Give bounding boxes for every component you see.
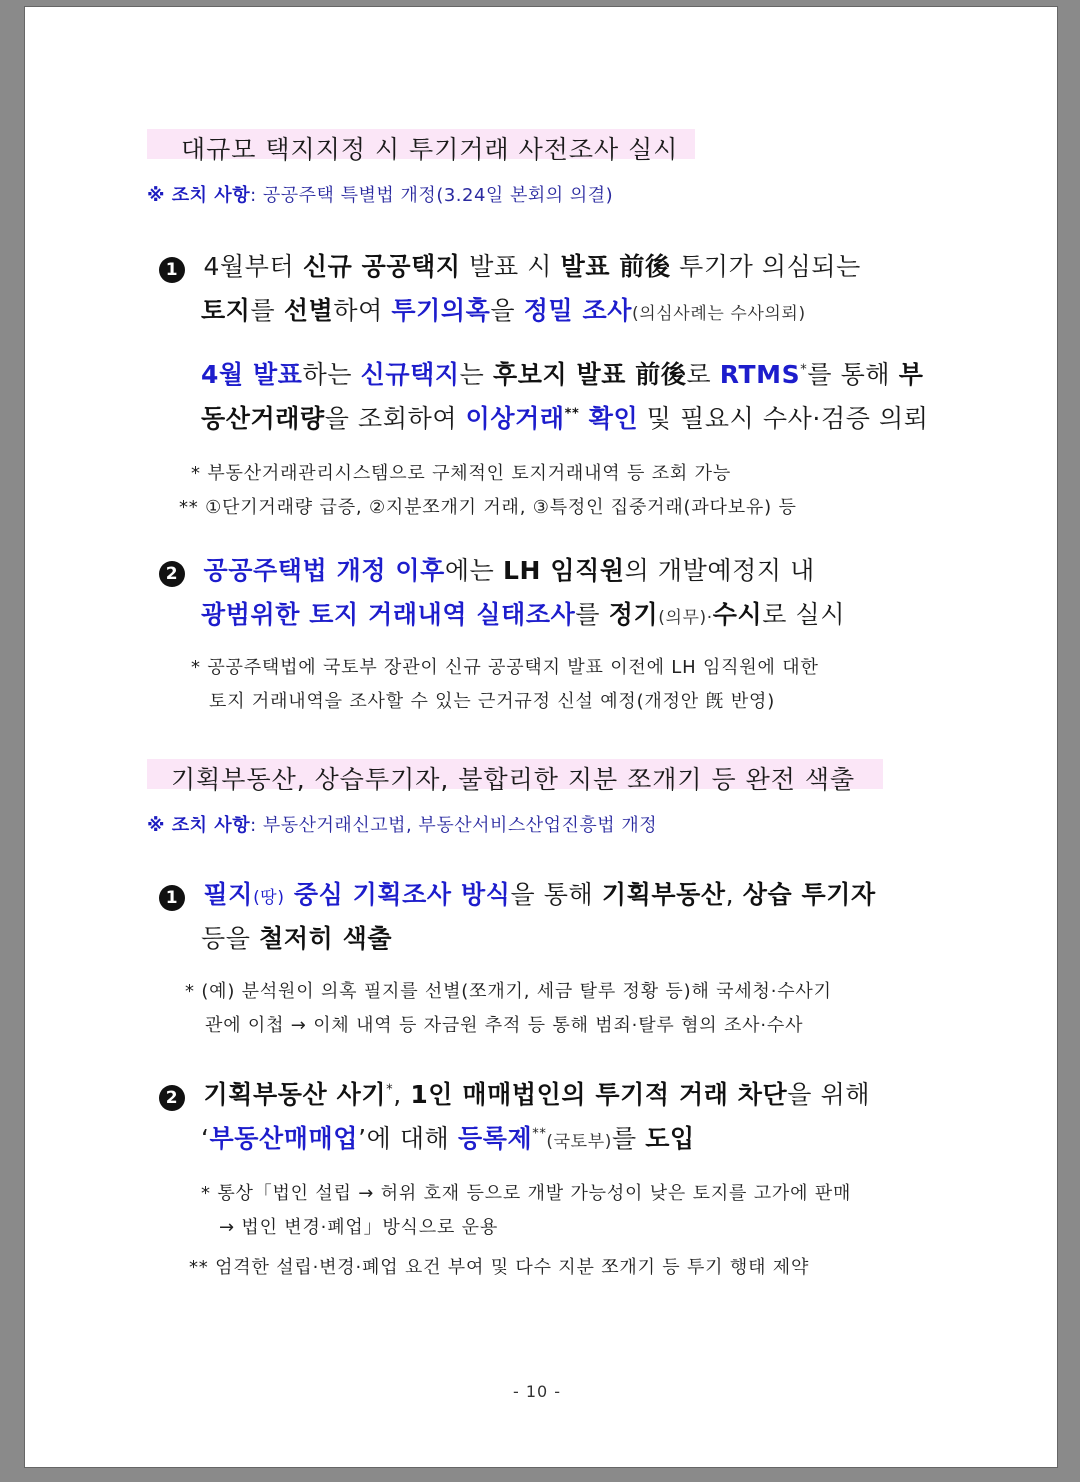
- section1-footnote-3: * 공공주택법에 국토부 장관이 신규 공공택지 발표 이전에 LH 임직원에 대한: [191, 657, 819, 678]
- section2-item2-line2: ‘부동산매매업’에 대해 등록제**(국토부)를 도입: [201, 1124, 695, 1153]
- note-text: : 공공주택 특별법 개정(3.24일 본회의 의결): [250, 185, 614, 206]
- section1-item2-line2: 광범위한 토지 거래내역 실태조사를 정기(의무)·수시로 실시: [201, 600, 846, 629]
- section2-item1-line2: 등을 철저히 색출: [201, 924, 393, 953]
- section2-item1-line1: 1 필지(땅) 중심 기획조사 방식을 통해 기획부동산, 상습 투기자: [159, 875, 876, 911]
- note-text: : 부동산거래신고법, 부동산서비스산업진흥법 개정: [250, 815, 658, 836]
- note-prefix: ※ 조치 사항: [147, 185, 251, 206]
- section1-footnote-4: 토지 거래내역을 조사할 수 있는 근거규정 신설 예정(개정안 旣 반영): [209, 691, 776, 712]
- section1-footnote-1: * 부동산거래관리시스템으로 구체적인 토지거래내역 등 조회 가능: [191, 463, 732, 484]
- section2-footnote-5: ** 엄격한 설립·변경·폐업 요건 부여 및 다수 지분 쪼개기 등 투기 행태 제약: [189, 1257, 810, 1278]
- section1-item2-line1: 2 공공주택법 개정 이후에는 LH 임직원의 개발예정지 내: [159, 551, 815, 587]
- section2-item2-line1: 2 기획부동산 사기*, 1인 매매법인의 투기적 거래 차단을 위해: [159, 1075, 870, 1111]
- section2-footnote-2: 관에 이첩 → 이체 내역 등 자금원 추적 등 통해 범죄·탈루 혐의 조사·수사: [205, 1015, 804, 1036]
- number-2-bullet-icon: 2: [159, 561, 185, 587]
- section1-item1-line1: 1 4월부터 신규 공공택지 발표 시 발표 前後 투기가 의심되는: [159, 247, 861, 283]
- section2-action-note: [147, 811, 657, 837]
- section2-footnote-4: → 법인 변경·폐업」방식으로 운용: [219, 1217, 499, 1238]
- section1-item1b-line1: 4월 발표하는 신규택지는 후보지 발표 前後로 RTMS*를 통해 부: [201, 360, 924, 389]
- number-1-bullet-icon: 1: [159, 257, 185, 283]
- section2-footnote-3: * 통상「법인 설립 → 허위 호재 등으로 개발 가능성이 낮은 토지를 고가에 판매: [201, 1183, 852, 1204]
- section1-footnote-2: ** ①단기거래량 급증, ②지분쪼개기 거래, ③특정인 집중거래(과다보유) 등: [179, 497, 797, 518]
- section1-action-note: [147, 181, 613, 207]
- number-1-bullet-icon: 1: [159, 885, 185, 911]
- section2-heading: 기획부동산, 상습투기자, 불합리한 지분 쪼개기 등 완전 색출: [171, 765, 856, 794]
- section1-item1b-line2: 동산거래량을 조회하여 이상거래** 확인 및 필요시 수사·검증 의뢰: [201, 404, 929, 433]
- section1-item1-line2: 토지를 선별하여 투기의혹을 정밀 조사(의심사례는 수사의뢰): [201, 296, 806, 325]
- page-number: - 10 -: [513, 1382, 562, 1401]
- document-page: [24, 6, 1058, 1468]
- number-2-bullet-icon: 2: [159, 1085, 185, 1111]
- section1-heading: 대규모 택지지정 시 투기거래 사전조사 실시: [181, 135, 679, 164]
- note-prefix: ※ 조치 사항: [147, 815, 251, 836]
- section2-footnote-1: * (예) 분석원이 의혹 필지를 선별(쪼개기, 세금 탈루 정황 등)해 국세청·수사기: [185, 981, 832, 1002]
